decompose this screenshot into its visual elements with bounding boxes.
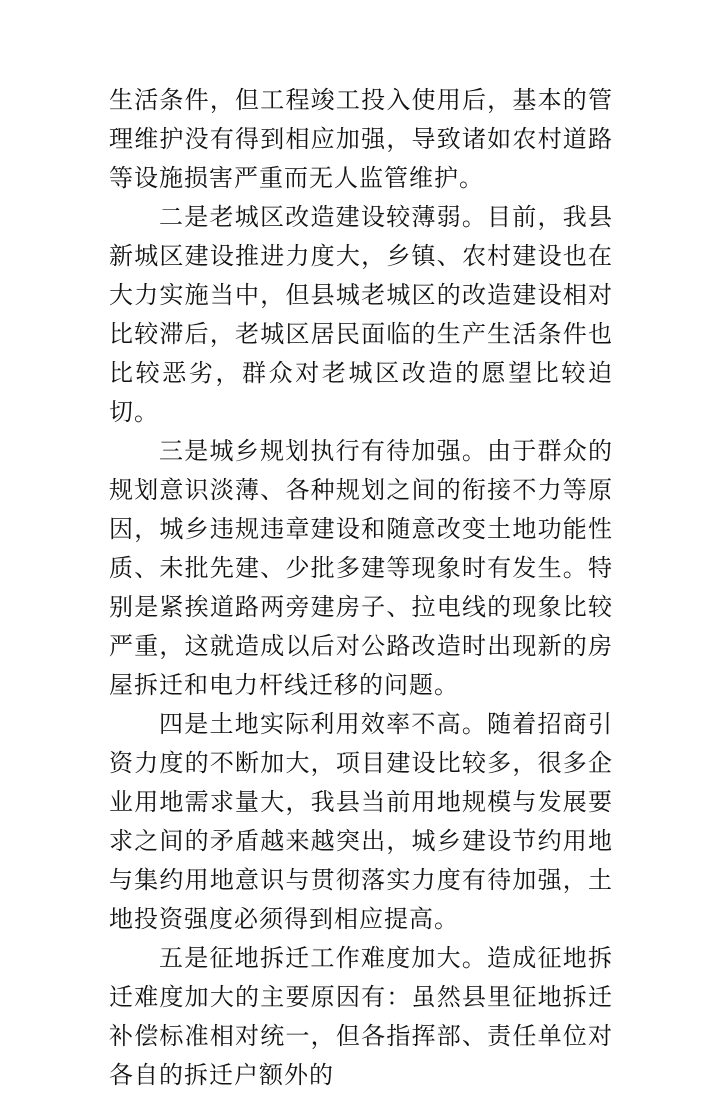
- paragraph-2: 二是老城区改造建设较薄弱。目前，我县新城区建设推进力度大，乡镇、农村建设也在大力实施当中，但县城老城区的改造建设相对比较滞后，老城区居民面临的生产生活条件也比较恶劣，群众对老城区改造的愿望比较迫切。: [109, 203, 613, 426]
- paragraph-5: 五是征地拆迁工作难度加大。造成征地拆迁难度加大的主要原因有：虽然县里征地拆迁补偿标准相对统一，但各指挥部、责任单位对各自的拆迁户额外的: [109, 944, 613, 1089]
- paragraph-3: 三是城乡规划执行有待加强。由于群众的规划意识淡薄、各种规划之间的衔接不力等原因，城乡违规违章建设和随意改变土地功能性质、未批先建、少批多建等现象时有发生。特别是紧挨道路两旁建房子、拉电线的现象比较严重，这就造成以后对公路改造时出现新的房屋拆迁和电力杆线迁移的问题。: [109, 437, 613, 699]
- paragraph-4: 四是土地实际利用效率不高。随着招商引资力度的不断加大，项目建设比较多，很多企业用地需求量大，我县当前用地规模与发展要求之间的矛盾越来越突出，城乡建设节约用地与集约用地意识与贯彻落实力度有待加强，土地投资强度必须得到相应提高。: [109, 710, 613, 933]
- paragraph-1: 生活条件，但工程竣工投入使用后，基本的管理维护没有得到相应加强，导致诸如农村道路等设施损害严重而无人监管维护。: [109, 86, 613, 192]
- document-body: [109, 81, 613, 1095]
